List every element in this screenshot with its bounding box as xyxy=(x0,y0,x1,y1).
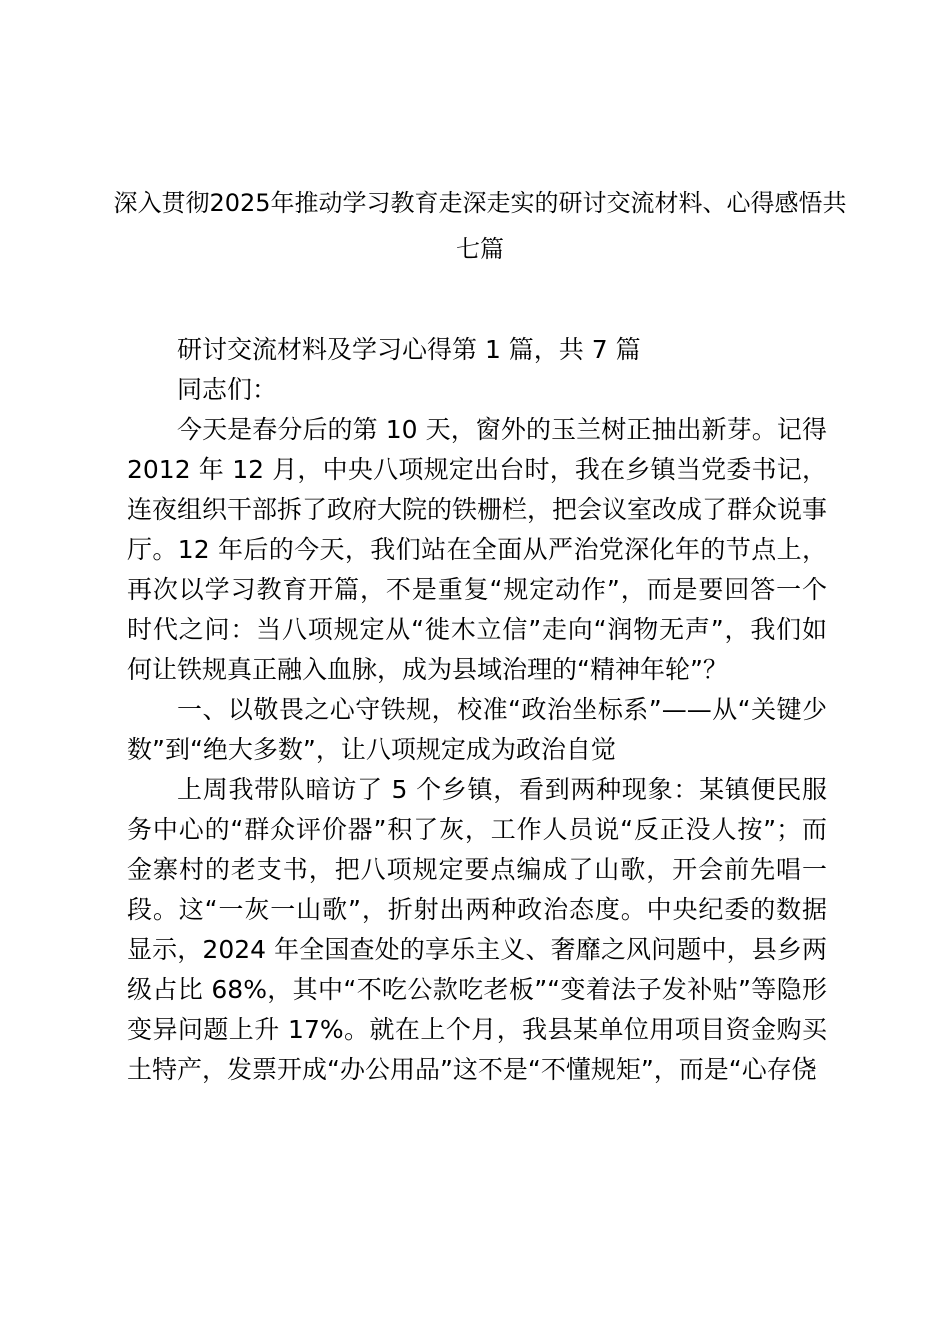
paragraph-intro: 今天是春分后的第 10 天，窗外的玉兰树正抽出新芽。记得 2012 年 12 月，中央八项规定出台时，我在乡镇当党委书记，连夜组织干部拆了政府大院的铁栅栏，把会议室改成了群众说事厅。12 年后的今天，我们站在全面从严治党深化年的节点上，再次以学习教育开篇，不是重复“规定动作”，而是要回答一个时代之问：当八项规定从“徙木立信”走向“润物无声”，我们如何让铁规真正融入血脉，成为县域治理的“精神年轮”？ xyxy=(127,415,828,684)
paragraph-section-one-body: 上周我带队暗访了 5 个乡镇，看到两种现象：某镇便民服务中心的“群众评价器”积了灰，工作人员说“反正没人按”；而金寨村的老支书，把八项规定要点编成了山歌，开会前先唱一段。这“一灰一山歌”，折射出两种政治态度。中央纪委的数据显示，2024 年全国查处的享乐主义、奢靡之风问题中，县乡两级占比 68%，其中“不吃公款吃老板”“变着法子发补贴”等隐形变异问题上升 17%。就在上个月，我县某单位用项目资金购买土特产，发票开成“办公用品”这不是“不懂规矩”，而是“心存侥 xyxy=(127,775,827,1084)
section-heading: 研讨交流材料及学习心得第 1 篇，共 7 篇 xyxy=(177,335,641,364)
salutation: 同志们： xyxy=(177,375,278,404)
paragraph-section-one-heading: 一、以敬畏之心守铁规，校准“政治坐标系”——从“关键少数”到“绝大多数”，让八项规定成为政治自觉 xyxy=(127,695,827,764)
document-body xyxy=(127,330,827,1090)
document-title: 深入贯彻2025年推动学习教育走深走实的研讨交流材料、心得感悟共七篇 xyxy=(113,189,847,263)
